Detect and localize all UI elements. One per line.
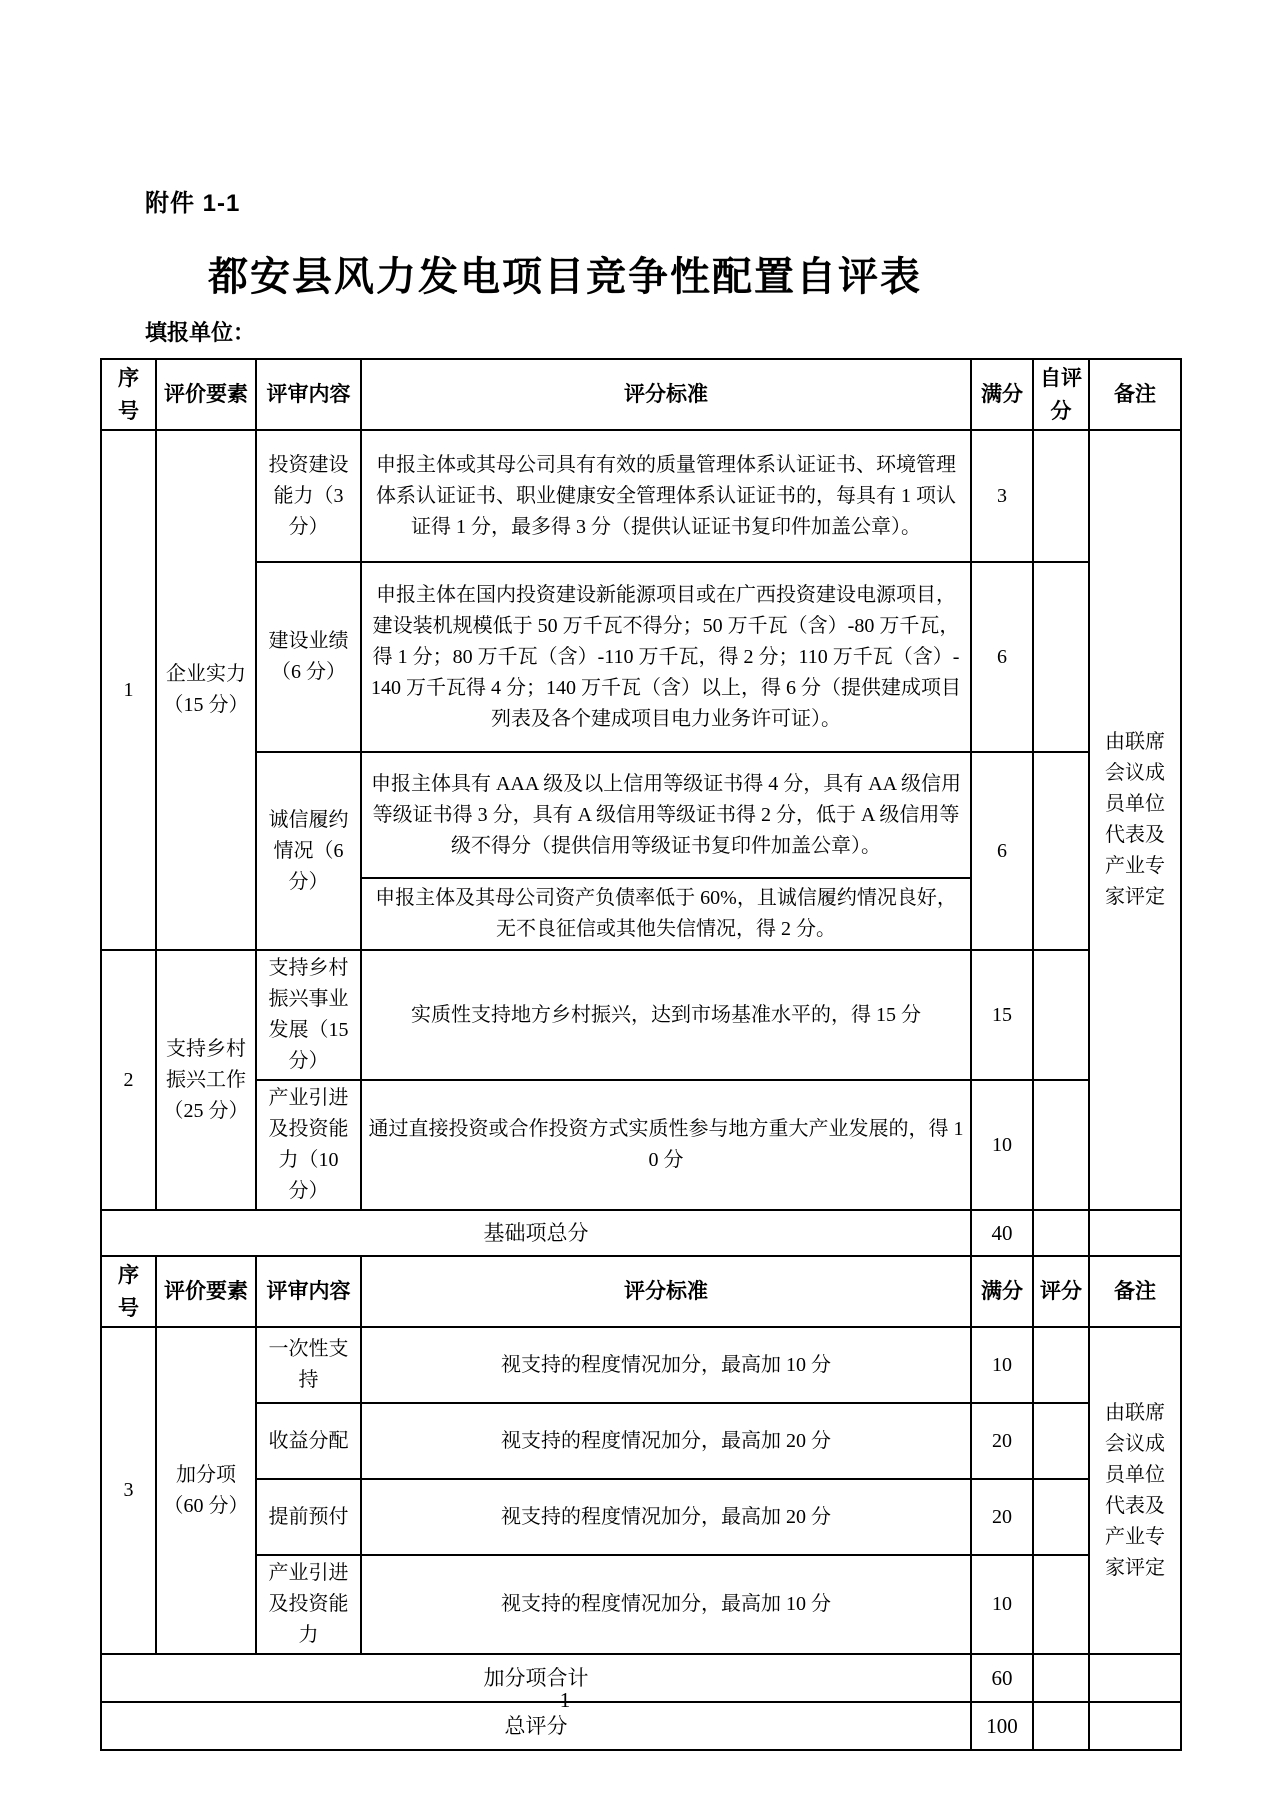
cell-full-score: 10 <box>971 1555 1033 1654</box>
header-score: 评分 <box>1033 1256 1089 1327</box>
header-self-score: 自评分 <box>1033 359 1089 430</box>
page-number: — 1 — <box>533 1688 597 1712</box>
fill-unit-label: 填报单位： <box>145 320 256 345</box>
cell-content: 收益分配 <box>256 1403 361 1479</box>
cell-remark-bonus: 由联席会议成员单位代表及产业专家评定 <box>1089 1327 1181 1654</box>
cell-full-score: 20 <box>971 1403 1033 1479</box>
cell-content: 一次性支持 <box>256 1327 361 1403</box>
cell-remark <box>1089 1654 1181 1702</box>
cell-self-score <box>1033 1210 1089 1256</box>
cell-score <box>1033 1654 1089 1702</box>
total-label: 总评分 <box>101 1702 971 1750</box>
cell-group3-no: 3 <box>101 1327 156 1654</box>
header-no: 序号 <box>101 1256 156 1327</box>
cell-remark <box>1089 1210 1181 1256</box>
table-header-bonus <box>101 1256 1181 1327</box>
cell-criteria: 申报主体或其母公司具有有效的质量管理体系认证证书、环境管理体系认证证书、职业健康安全管理体系认证证书的，每具有 1 项认证得 1 分，最多得 3 分（提供认证证书复印件加盖公章）。 <box>361 430 971 562</box>
cell-criteria: 申报主体及其母公司资产负债率低于 60%，且诚信履约情况良好，无不良征信或其他失信情况，得 2 分。 <box>361 878 971 950</box>
cell-content: 产业引进及投资能力（10 分） <box>256 1080 361 1210</box>
cell-group3-element: 加分项（60 分） <box>156 1327 256 1654</box>
cell-criteria: 视支持的程度情况加分，最高加 20 分 <box>361 1403 971 1479</box>
table-row <box>101 562 1181 752</box>
cell-score <box>1033 1403 1089 1479</box>
table-row <box>101 752 1181 878</box>
attachment-label: 附件 1-1 <box>145 190 241 217</box>
cell-criteria: 申报主体具有 AAA 级及以上信用等级证书得 4 分，具有 AA 级信用等级证书得 3 分，具有 A 级信用等级证书得 2 分，低于 A 级信用等级不得分（提供信用等级证书复印件加盖公章）。 <box>361 752 971 878</box>
subtotal-row-basic <box>101 1210 1181 1256</box>
cell-self-score <box>1033 752 1089 950</box>
cell-self-score <box>1033 430 1089 562</box>
cell-score <box>1033 1479 1089 1555</box>
cell-group1-no: 1 <box>101 430 156 950</box>
bonus-subtotal-label: 加分项合计 <box>101 1654 971 1702</box>
cell-full-score: 20 <box>971 1479 1033 1555</box>
table-header-basic <box>101 359 1181 430</box>
table-row <box>101 1080 1181 1210</box>
page-title: 都安县风力发电项目竞争性配置自评表 <box>208 255 922 299</box>
cell-criteria: 视支持的程度情况加分，最高加 20 分 <box>361 1479 971 1555</box>
header-full-score: 满分 <box>971 359 1033 430</box>
cell-criteria: 视支持的程度情况加分，最高加 10 分 <box>361 1327 971 1403</box>
cell-full-score: 3 <box>971 430 1033 562</box>
header-remark: 备注 <box>1089 1256 1181 1327</box>
cell-full-score: 6 <box>971 562 1033 752</box>
header-element: 评价要素 <box>156 1256 256 1327</box>
total-value: 100 <box>971 1702 1033 1750</box>
cell-content: 投资建设能力（3 分） <box>256 430 361 562</box>
cell-score <box>1033 1555 1089 1654</box>
header-criteria: 评分标准 <box>361 1256 971 1327</box>
cell-score <box>1033 1702 1089 1750</box>
cell-full-score: 10 <box>971 1327 1033 1403</box>
cell-criteria: 实质性支持地方乡村振兴，达到市场基准水平的，得 15 分 <box>361 950 971 1080</box>
cell-self-score <box>1033 1080 1089 1210</box>
cell-full-score: 6 <box>971 752 1033 950</box>
cell-score <box>1033 1327 1089 1403</box>
cell-full-score: 10 <box>971 1080 1033 1210</box>
evaluation-table <box>100 358 1182 1751</box>
cell-remark-basic: 由联席会议成员单位代表及产业专家评定 <box>1089 430 1181 1210</box>
table-row <box>101 950 1181 1080</box>
cell-criteria: 通过直接投资或合作投资方式实质性参与地方重大产业发展的，得 10 分 <box>361 1080 971 1210</box>
basic-subtotal-label: 基础项总分 <box>101 1210 971 1256</box>
cell-content: 产业引进及投资能力 <box>256 1555 361 1654</box>
cell-self-score <box>1033 562 1089 752</box>
cell-group2-no: 2 <box>101 950 156 1210</box>
cell-criteria: 申报主体在国内投资建设新能源项目或在广西投资建设电源项目，建设装机规模低于 50 万千瓦不得分；50 万千瓦（含）-80 万千瓦，得 1 分；80 万千瓦（含）-110 万千瓦，得 2 分；110 万千瓦（含）-140 万千瓦得 4 分；140 万千瓦（含）以上，得 6 分（提供建成项目列表及各个建成项目电力业务许可证）。 <box>361 562 971 752</box>
cell-self-score <box>1033 950 1089 1080</box>
cell-full-score: 15 <box>971 950 1033 1080</box>
table-row <box>101 1479 1181 1555</box>
cell-content: 诚信履约情况（6 分） <box>256 752 361 950</box>
header-content: 评审内容 <box>256 1256 361 1327</box>
cell-content: 支持乡村振兴事业发展（15 分） <box>256 950 361 1080</box>
header-full-score: 满分 <box>971 1256 1033 1327</box>
table-row <box>101 430 1181 562</box>
table-row <box>101 1555 1181 1654</box>
header-element: 评价要素 <box>156 359 256 430</box>
header-criteria: 评分标准 <box>361 359 971 430</box>
cell-content: 提前预付 <box>256 1479 361 1555</box>
cell-group2-element: 支持乡村振兴工作（25 分） <box>156 950 256 1210</box>
cell-group1-element: 企业实力（15 分） <box>156 430 256 950</box>
cell-remark <box>1089 1702 1181 1750</box>
header-content: 评审内容 <box>256 359 361 430</box>
header-no: 序号 <box>101 359 156 430</box>
cell-content: 建设业绩（6 分） <box>256 562 361 752</box>
bonus-subtotal-value: 60 <box>971 1654 1033 1702</box>
table-row <box>101 1403 1181 1479</box>
basic-subtotal-value: 40 <box>971 1210 1033 1256</box>
table-row <box>101 1327 1181 1403</box>
header-remark: 备注 <box>1089 359 1181 430</box>
cell-criteria: 视支持的程度情况加分，最高加 10 分 <box>361 1555 971 1654</box>
